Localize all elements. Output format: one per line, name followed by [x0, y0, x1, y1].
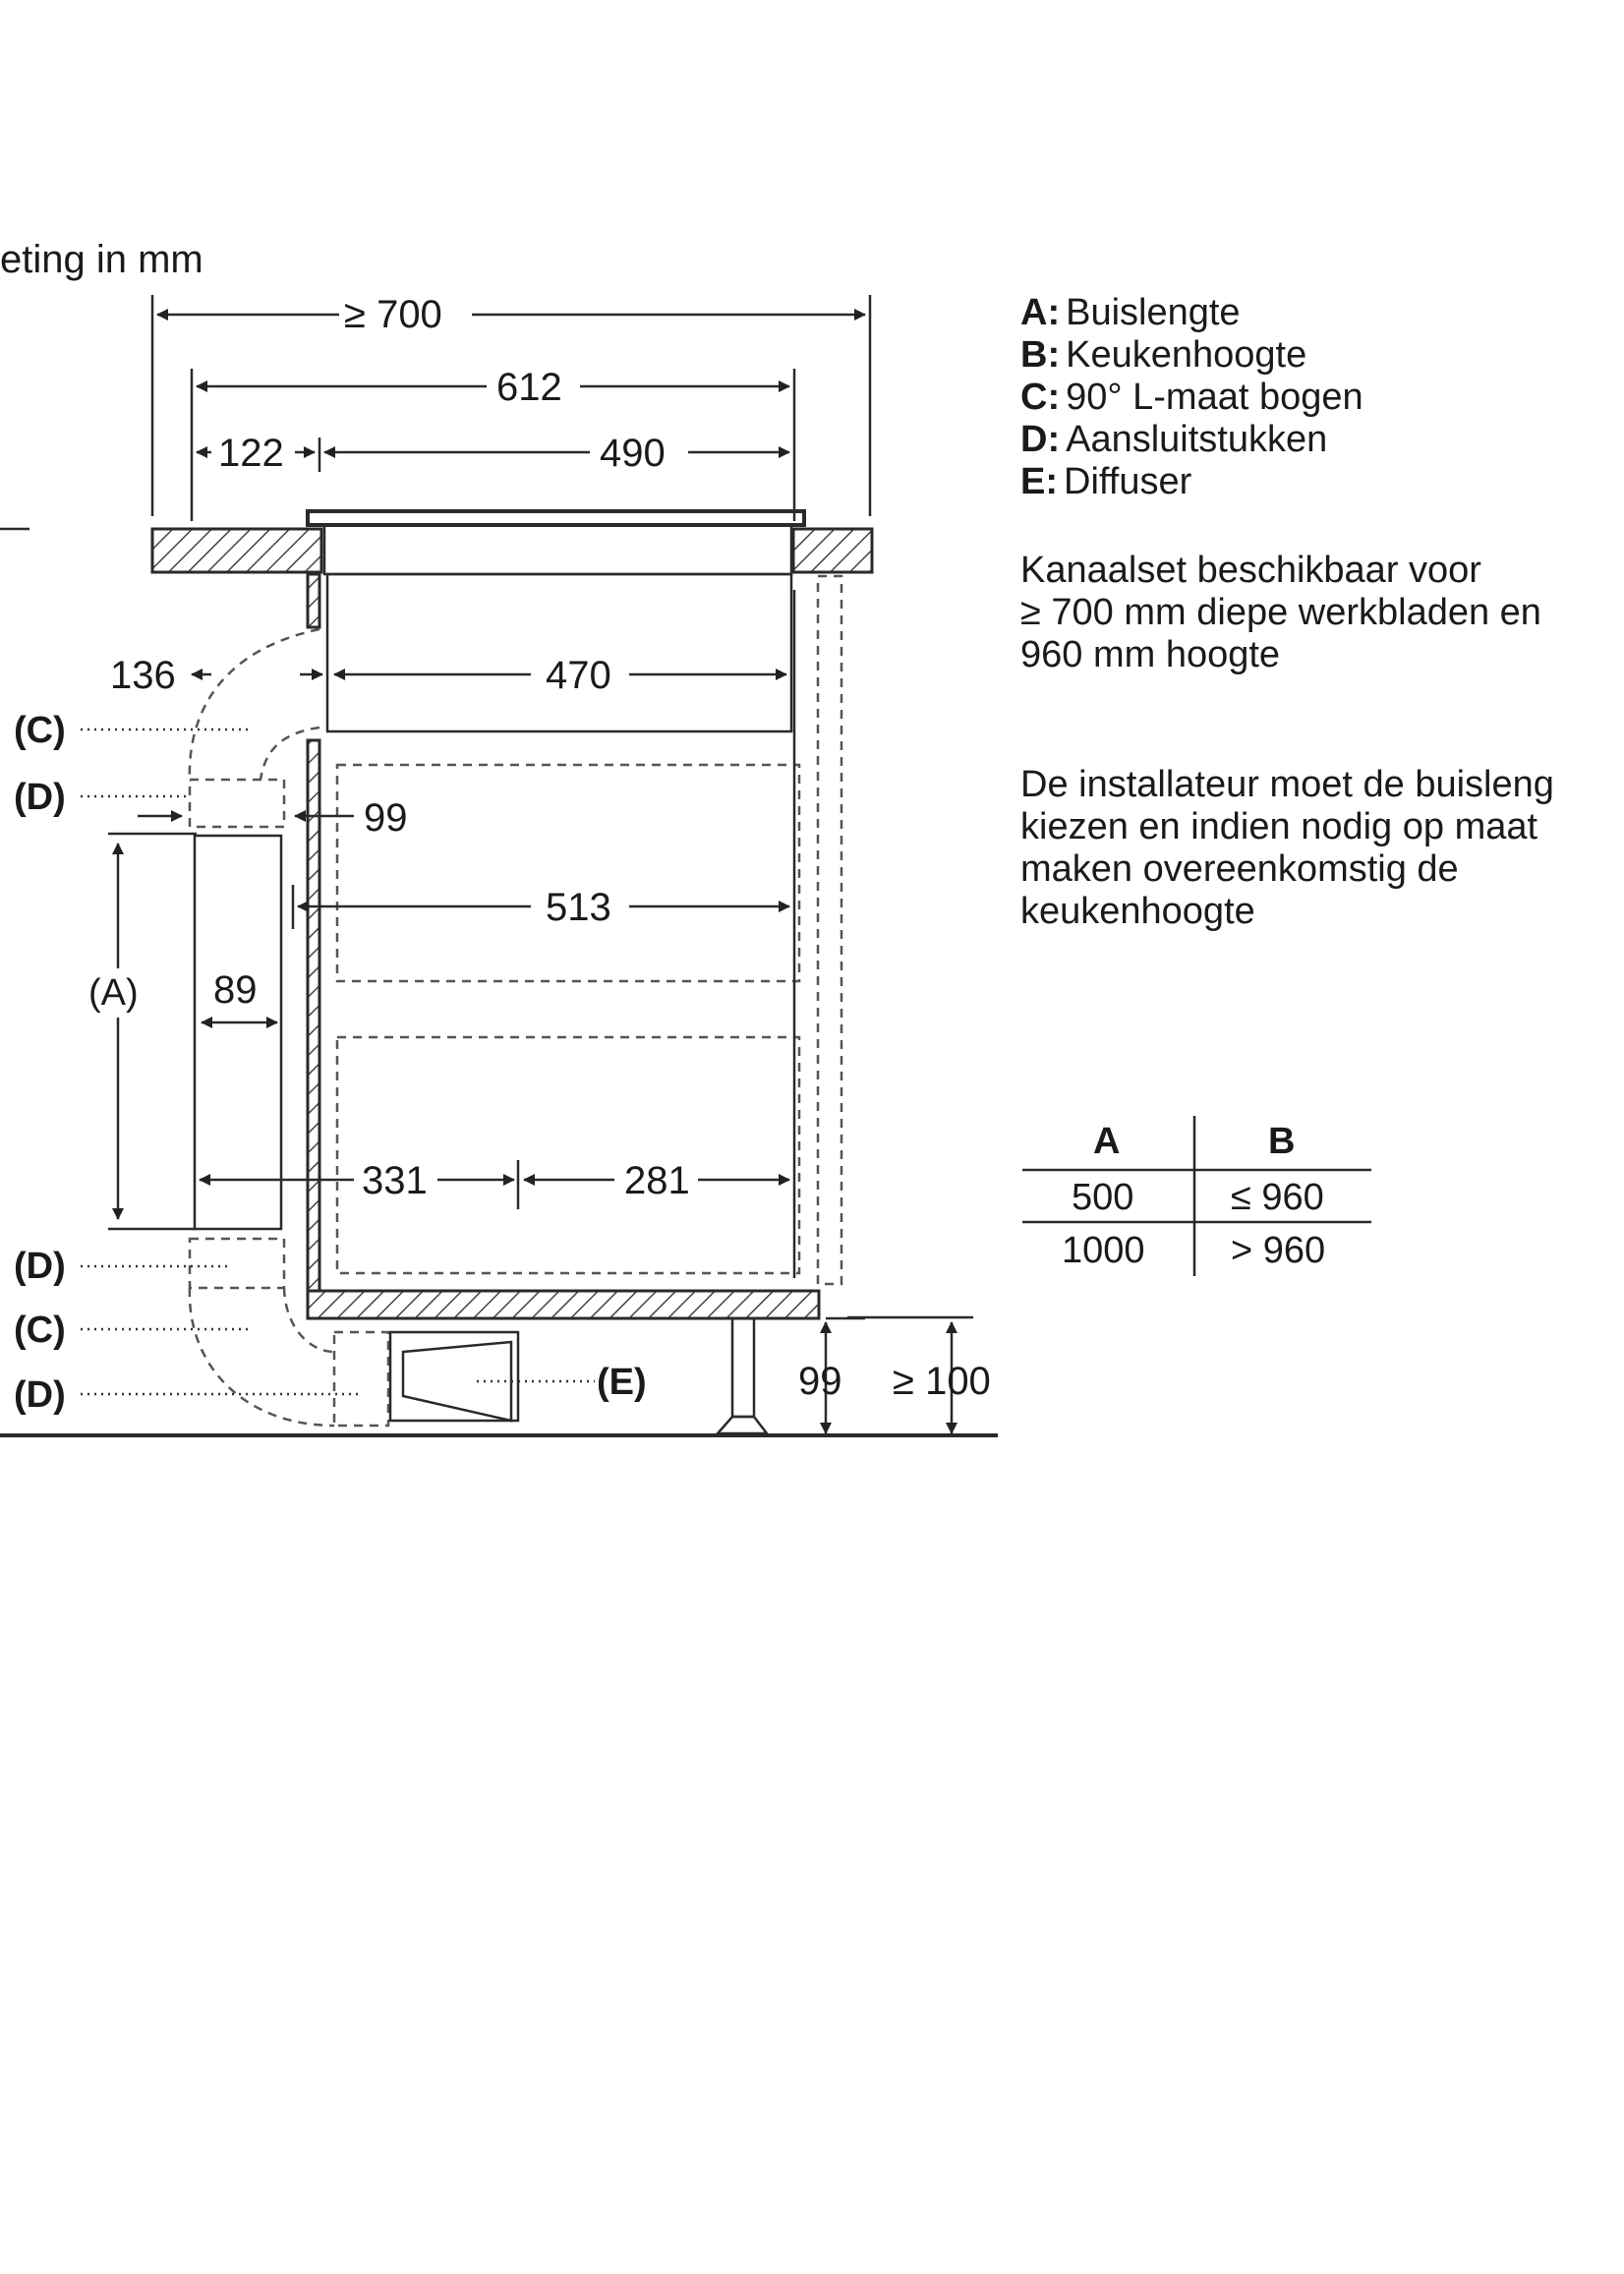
label-c-bottom: (C) [14, 1310, 66, 1351]
label-a: (A) [88, 972, 139, 1014]
legend-item-b: B: Keukenhoogte [1020, 334, 1307, 376]
svg-text:Kanaalset beschikbaar voor: Kanaalset beschikbaar voor [1020, 550, 1481, 591]
diagram-title: eting in mm [0, 238, 203, 281]
note-kanaalset [1020, 550, 1541, 675]
cabinet-foot [732, 1318, 754, 1417]
hob-top [308, 511, 804, 525]
table-cell: > 960 [1231, 1230, 1326, 1271]
dim-281: 281 [624, 1159, 690, 1202]
dim-99-pipe: 99 [364, 796, 408, 840]
svg-text:keukenhoogte: keukenhoogte [1020, 891, 1255, 932]
worktop-left [152, 529, 321, 572]
hob-housing [327, 574, 791, 731]
dim-89: 89 [213, 968, 258, 1012]
dimension-line-513 [293, 885, 789, 929]
duct-pipe [195, 836, 281, 1229]
cabinet-right-panel [818, 576, 841, 1284]
dim-99-plinth: 99 [798, 1360, 842, 1403]
cabinet-back-wall [308, 740, 319, 1291]
legend [1020, 292, 1363, 502]
legend-item-a: A: Buislengte [1020, 292, 1241, 333]
table-header-a: A [1093, 1121, 1121, 1162]
drawer-lower [337, 1037, 799, 1273]
table-header-b: B [1268, 1121, 1296, 1162]
worktop-right [793, 529, 872, 572]
svg-text:≥ 700 mm diepe werkbladen en: ≥ 700 mm diepe werkbladen en [1020, 592, 1541, 633]
table-cell: 500 [1072, 1177, 1134, 1218]
note-installateur [1020, 764, 1554, 932]
label-d-top: (D) [14, 777, 66, 818]
dim-136: 136 [110, 654, 176, 697]
dim-513: 513 [546, 886, 611, 929]
label-e: (E) [597, 1362, 647, 1403]
dim-490: 490 [600, 432, 666, 475]
legend-item-c: C: 90° L-maat bogen [1020, 377, 1363, 418]
dim-612: 612 [496, 366, 562, 409]
legend-item-d: D: Aansluitstukken [1020, 419, 1328, 460]
duct-elbow-top [190, 629, 319, 782]
duct-connector-end [334, 1332, 388, 1426]
legend-item-e: E: Diffuser [1020, 461, 1192, 502]
dim-100: ≥ 100 [893, 1360, 991, 1403]
svg-text:960 mm hoogte: 960 mm hoogte [1020, 634, 1281, 675]
dim-470: 470 [546, 654, 611, 697]
label-d-bottom: (D) [14, 1374, 66, 1416]
table-cell: 1000 [1062, 1230, 1145, 1271]
label-c-top: (C) [14, 710, 66, 751]
table-cell: ≤ 960 [1231, 1177, 1324, 1218]
dimension-table [1022, 1116, 1371, 1276]
dimension-lines-bottom [200, 1160, 789, 1209]
hob-body [324, 525, 791, 574]
cabinet-bottom [308, 1291, 819, 1318]
svg-text:maken overeenkomstig de: maken overeenkomstig de [1020, 848, 1459, 890]
svg-text:De installateur moet de buisle: De installateur moet de buisleng [1020, 764, 1554, 805]
dim-700: ≥ 700 [344, 293, 442, 336]
dimension-line-a [108, 844, 197, 1229]
dim-331: 331 [362, 1159, 428, 1202]
label-d-mid: (D) [14, 1246, 66, 1287]
dim-122: 122 [218, 432, 284, 475]
svg-text:kiezen en indien nodig op maat: kiezen en indien nodig op maat [1020, 806, 1538, 847]
duct-connector-bottom [190, 1239, 284, 1288]
duct-connector-top [190, 780, 284, 827]
side-strip-top [308, 574, 319, 627]
